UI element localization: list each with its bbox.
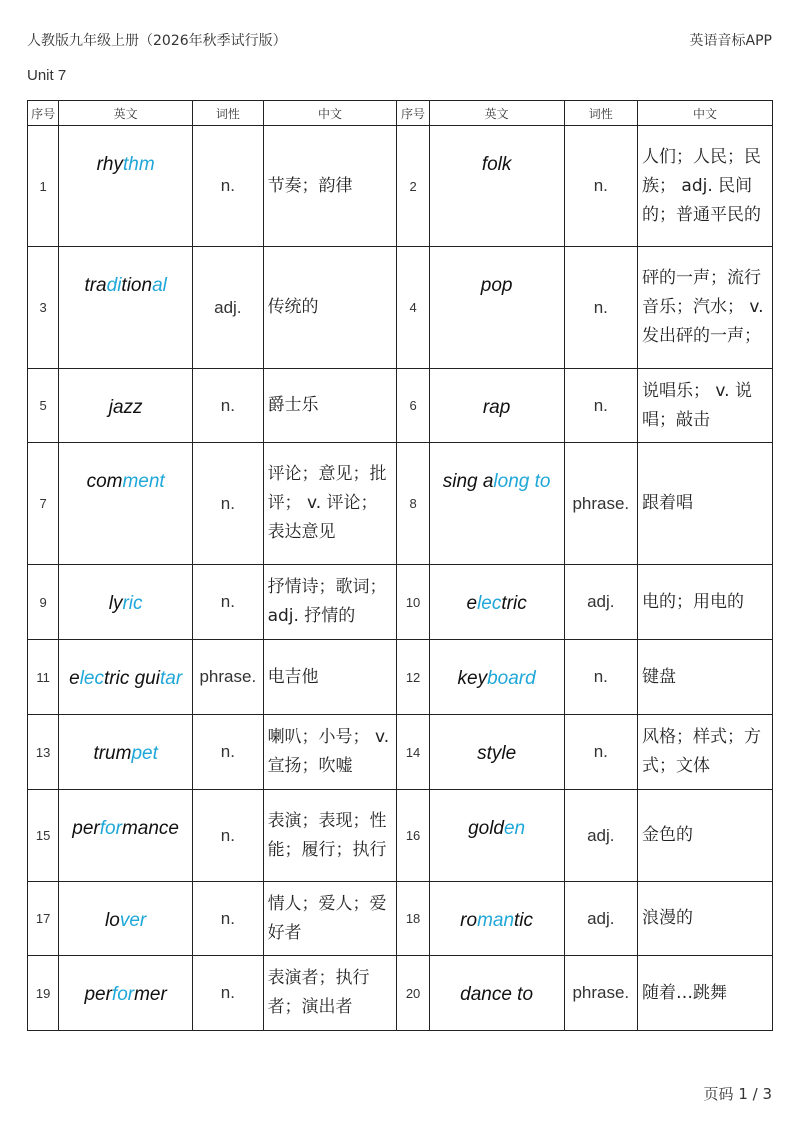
part-of-speech: adj. (564, 565, 637, 640)
syllable: per (72, 818, 100, 839)
syllable: tion (121, 275, 153, 296)
syllable: sing a (442, 471, 494, 492)
table-row (28, 956, 773, 1031)
english-word (429, 443, 564, 565)
entry-number: 20 (397, 956, 429, 1031)
table-row (28, 715, 773, 790)
syllable: trum (93, 743, 132, 764)
entry-number: 5 (28, 369, 59, 443)
english-word (429, 715, 564, 790)
header-chinese: 中文 (638, 101, 773, 126)
english-word (59, 126, 193, 247)
english-word-text (97, 154, 155, 175)
part-of-speech: n. (193, 443, 263, 565)
entry-number: 13 (28, 715, 59, 790)
chinese-meaning: 键盘 (638, 640, 773, 715)
table-row (28, 247, 773, 369)
header-english: 英文 (59, 101, 193, 126)
part-of-speech: phrase. (564, 443, 637, 565)
english-word (59, 443, 193, 565)
chinese-meaning: 爵士乐 (263, 369, 397, 443)
syllable: jazz (108, 397, 143, 418)
part-of-speech: n. (193, 956, 263, 1031)
part-of-speech: n. (193, 790, 263, 882)
chinese-meaning: 评论；意见；批评； v. 评论；表达意见 (263, 443, 397, 565)
english-word (429, 956, 564, 1031)
syllable: tric gui (104, 668, 160, 689)
english-word-text (468, 818, 525, 839)
syllable: dance to (460, 984, 534, 1005)
syllable: tra (84, 275, 107, 296)
english-word-text (87, 471, 165, 492)
english-word (429, 882, 564, 956)
entry-number: 17 (28, 882, 59, 956)
stressed-syllable: ver (119, 910, 147, 931)
header-pos: 词性 (193, 101, 263, 126)
page-number: 页码 1 / 3 (703, 1085, 772, 1103)
entry-number: 3 (28, 247, 59, 369)
english-word (429, 640, 564, 715)
chinese-meaning: 浪漫的 (638, 882, 773, 956)
entry-number: 12 (397, 640, 429, 715)
english-word (59, 369, 193, 443)
stressed-syllable: pet (131, 743, 158, 764)
header-num: 序号 (28, 101, 59, 126)
syllable: rhy (96, 154, 123, 175)
english-word-text (84, 984, 166, 1005)
chinese-meaning: 风格；样式；方式；文体 (638, 715, 773, 790)
chinese-meaning: 跟着唱 (638, 443, 773, 565)
part-of-speech: phrase. (193, 640, 263, 715)
table-row (28, 565, 773, 640)
syllable: e (69, 668, 80, 689)
table-row (28, 126, 773, 247)
part-of-speech: n. (564, 369, 637, 443)
chinese-meaning: 电吉他 (263, 640, 397, 715)
syllable: ro (460, 910, 478, 931)
english-word-text (109, 397, 143, 418)
syllable: com (86, 471, 123, 492)
english-word (429, 126, 564, 247)
app-name: 英语音标APP (689, 33, 772, 49)
part-of-speech: n. (564, 715, 637, 790)
syllable: tic (514, 910, 534, 931)
english-word (59, 790, 193, 882)
table-row (28, 369, 773, 443)
table-row (28, 790, 773, 882)
part-of-speech: n. (564, 640, 637, 715)
stressed-syllable: lec (79, 668, 104, 689)
english-word (59, 247, 193, 369)
entry-number: 8 (397, 443, 429, 565)
entry-number: 6 (397, 369, 429, 443)
part-of-speech: adj. (564, 790, 637, 882)
chinese-meaning: 传统的 (263, 247, 397, 369)
unit-label: Unit 7 (27, 67, 67, 84)
syllable: gold (468, 818, 504, 839)
syllable: mer (134, 984, 167, 1005)
chinese-meaning: 人们；人民；民族； adj. 民间的；普通平民的 (638, 126, 773, 247)
english-word-text (477, 743, 516, 764)
stressed-syllable: board (487, 668, 536, 689)
english-word-text (443, 471, 551, 492)
stressed-syllable: ric (122, 593, 143, 614)
table-header-row (28, 101, 773, 126)
syllable: folk (481, 154, 512, 175)
entry-number: 2 (397, 126, 429, 247)
english-word-text (109, 593, 143, 614)
part-of-speech: phrase. (564, 956, 637, 1031)
chinese-meaning: 表演者；执行者；演出者 (263, 956, 397, 1031)
table-row (28, 443, 773, 565)
entry-number: 7 (28, 443, 59, 565)
entry-number: 18 (397, 882, 429, 956)
header-num: 序号 (397, 101, 429, 126)
chinese-meaning: 电的；用电的 (638, 565, 773, 640)
english-word (59, 640, 193, 715)
chinese-meaning: 说唱乐； v. 说唱；敲击 (638, 369, 773, 443)
vocabulary-table (27, 100, 773, 1031)
entry-number: 16 (397, 790, 429, 882)
syllable: rap (482, 397, 511, 418)
part-of-speech: n. (193, 369, 263, 443)
stressed-syllable: ment (122, 471, 165, 492)
part-of-speech: n. (193, 126, 263, 247)
part-of-speech: n. (193, 715, 263, 790)
english-word-text (482, 154, 512, 175)
english-word-text (69, 668, 182, 689)
entry-number: 14 (397, 715, 429, 790)
header-chinese: 中文 (263, 101, 397, 126)
entry-number: 15 (28, 790, 59, 882)
stressed-syllable: tar (159, 668, 183, 689)
part-of-speech: n. (564, 247, 637, 369)
chinese-meaning: 随着…跳舞 (638, 956, 773, 1031)
english-word (429, 790, 564, 882)
entry-number: 11 (28, 640, 59, 715)
entry-number: 4 (397, 247, 429, 369)
header-english: 英文 (429, 101, 564, 126)
english-word-text (467, 593, 527, 614)
part-of-speech: n. (564, 126, 637, 247)
entry-number: 9 (28, 565, 59, 640)
chinese-meaning: 抒情诗；歌词； adj. 抒情的 (263, 565, 397, 640)
english-word-text (93, 743, 157, 764)
english-word-text (105, 910, 146, 931)
entry-number: 1 (28, 126, 59, 247)
chinese-meaning: 节奏；韵律 (263, 126, 397, 247)
english-word (429, 247, 564, 369)
stressed-syllable: long to (493, 471, 551, 492)
entry-number: 19 (28, 956, 59, 1031)
entry-number: 10 (397, 565, 429, 640)
english-word-text (483, 397, 510, 418)
english-word (59, 882, 193, 956)
stressed-syllable: man (477, 910, 515, 931)
english-word-text (460, 984, 533, 1005)
syllable: e (466, 593, 478, 614)
chinese-meaning: 喇叭；小号； v. 宣扬；吹嘘 (263, 715, 397, 790)
syllable: key (457, 668, 488, 689)
syllable: ly (108, 593, 123, 614)
part-of-speech: n. (193, 565, 263, 640)
english-word-text (84, 275, 166, 296)
chinese-meaning: 表演；表现；性能；履行；执行 (263, 790, 397, 882)
english-word-text (460, 910, 533, 931)
syllable: per (84, 984, 112, 1005)
syllable: lo (105, 910, 120, 931)
table-row (28, 882, 773, 956)
part-of-speech: n. (193, 882, 263, 956)
english-word-text (458, 668, 536, 689)
header-pos: 词性 (564, 101, 637, 126)
syllable: pop (480, 275, 513, 296)
table-row (28, 640, 773, 715)
book-title: 人教版九年级上册（2026年秋季试行版） (27, 33, 287, 49)
syllable: style (477, 743, 517, 764)
chinese-meaning: 情人；爱人；爱好者 (263, 882, 397, 956)
english-word (59, 565, 193, 640)
chinese-meaning: 砰的一声；流行音乐；汽水； v. 发出砰的一声； (638, 247, 773, 369)
syllable: tric (501, 593, 527, 614)
chinese-meaning: 金色的 (638, 790, 773, 882)
stressed-syllable: for (99, 818, 122, 839)
stressed-syllable: al (152, 275, 167, 296)
english-word (59, 956, 193, 1031)
english-word-text (481, 275, 513, 296)
stressed-syllable: for (111, 984, 135, 1005)
stressed-syllable: thm (123, 154, 155, 175)
part-of-speech: adj. (564, 882, 637, 956)
english-word (59, 715, 193, 790)
stressed-syllable: en (503, 818, 526, 839)
syllable: mance (121, 818, 179, 839)
part-of-speech: adj. (193, 247, 263, 369)
stressed-syllable: di (106, 275, 122, 296)
english-word-text (72, 818, 179, 839)
english-word (429, 565, 564, 640)
stressed-syllable: lec (477, 593, 502, 614)
english-word (429, 369, 564, 443)
